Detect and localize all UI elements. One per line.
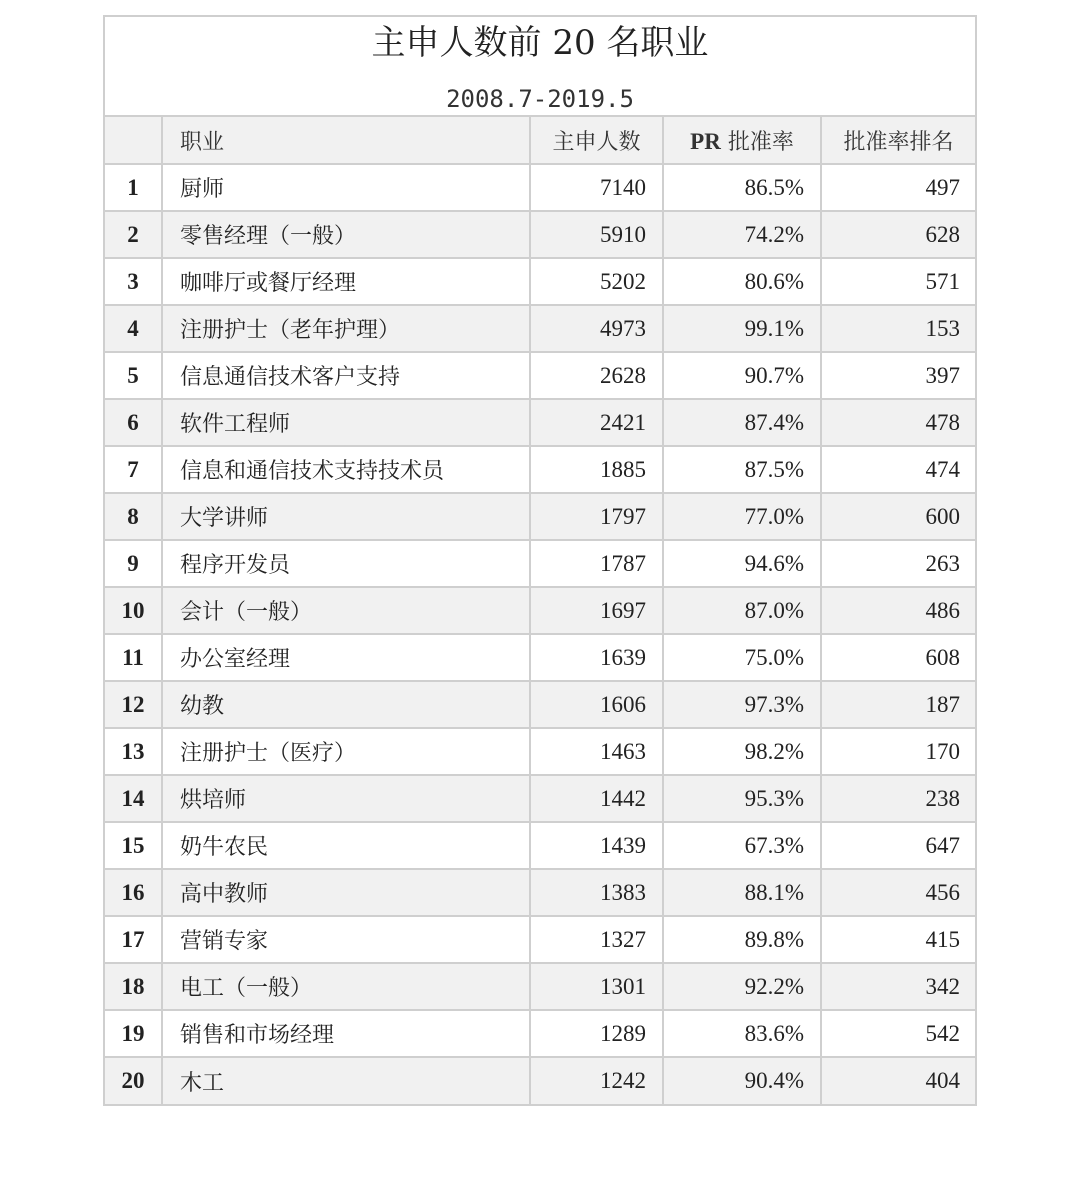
row-rate: 87.5%	[663, 446, 821, 493]
row-count: 1639	[530, 634, 663, 681]
row-job: 零售经理（一般）	[162, 211, 530, 258]
row-rate-rank: 486	[821, 587, 975, 634]
row-job: 办公室经理	[162, 634, 530, 681]
row-rate-rank: 415	[821, 916, 975, 963]
header-count: 主申人数	[530, 117, 663, 164]
row-job: 销售和市场经理	[162, 1010, 530, 1057]
row-rate: 92.2%	[663, 963, 821, 1010]
row-job: 信息和通信技术支持技术员	[162, 446, 530, 493]
row-rate-rank: 187	[821, 681, 975, 728]
row-rate: 75.0%	[663, 634, 821, 681]
table-row	[105, 1057, 975, 1104]
row-job: 幼教	[162, 681, 530, 728]
row-rate: 97.3%	[663, 681, 821, 728]
row-rank: 19	[105, 1010, 162, 1057]
row-rate-rank: 608	[821, 634, 975, 681]
row-count: 1242	[530, 1057, 663, 1104]
row-count: 2628	[530, 352, 663, 399]
row-rate-rank: 647	[821, 822, 975, 869]
header-rate-rank: 批准率排名	[821, 117, 975, 164]
row-rate-rank: 153	[821, 305, 975, 352]
table-row	[105, 963, 975, 1010]
row-rank: 10	[105, 587, 162, 634]
row-rate-rank: 497	[821, 164, 975, 211]
row-rank: 9	[105, 540, 162, 587]
row-rank: 2	[105, 211, 162, 258]
row-rank: 4	[105, 305, 162, 352]
table-row	[105, 258, 975, 305]
row-job: 烘培师	[162, 775, 530, 822]
table-row	[105, 916, 975, 963]
table-row	[105, 352, 975, 399]
row-rate-rank: 342	[821, 963, 975, 1010]
row-job: 信息通信技术客户支持	[162, 352, 530, 399]
row-rate-rank: 238	[821, 775, 975, 822]
table-row	[105, 493, 975, 540]
header-rank	[105, 117, 162, 164]
row-job: 营销专家	[162, 916, 530, 963]
row-count: 1327	[530, 916, 663, 963]
row-count: 1442	[530, 775, 663, 822]
row-count: 1697	[530, 587, 663, 634]
row-count: 1885	[530, 446, 663, 493]
row-job: 大学讲师	[162, 493, 530, 540]
row-rank: 3	[105, 258, 162, 305]
table-row	[105, 869, 975, 916]
row-rate: 87.0%	[663, 587, 821, 634]
row-rate: 83.6%	[663, 1010, 821, 1057]
row-count: 1439	[530, 822, 663, 869]
table-row	[105, 399, 975, 446]
occupation-table	[103, 15, 977, 1106]
row-rate: 74.2%	[663, 211, 821, 258]
row-count: 4973	[530, 305, 663, 352]
row-rank: 17	[105, 916, 162, 963]
row-rate-rank: 478	[821, 399, 975, 446]
row-count: 1797	[530, 493, 663, 540]
row-count: 1606	[530, 681, 663, 728]
row-rate-rank: 542	[821, 1010, 975, 1057]
header-rate-suffix: 批准率	[720, 129, 794, 155]
row-job: 注册护士（老年护理）	[162, 305, 530, 352]
table-row	[105, 446, 975, 493]
row-rate: 98.2%	[663, 728, 821, 775]
row-count: 1301	[530, 963, 663, 1010]
row-job: 程序开发员	[162, 540, 530, 587]
table-row	[105, 822, 975, 869]
table-row	[105, 775, 975, 822]
header-rate-prefix: PR	[690, 128, 721, 154]
table-row	[105, 587, 975, 634]
row-rate-rank: 474	[821, 446, 975, 493]
table-subtitle: 2008.7-2019.5	[446, 85, 634, 113]
row-count: 1289	[530, 1010, 663, 1057]
row-job: 注册护士（医疗）	[162, 728, 530, 775]
row-rank: 5	[105, 352, 162, 399]
row-rate: 87.4%	[663, 399, 821, 446]
table-body	[105, 164, 975, 1104]
row-rate-rank: 263	[821, 540, 975, 587]
table-row	[105, 681, 975, 728]
row-rate: 95.3%	[663, 775, 821, 822]
row-rate-rank: 397	[821, 352, 975, 399]
table-row	[105, 728, 975, 775]
row-rank: 16	[105, 869, 162, 916]
row-rate: 89.8%	[663, 916, 821, 963]
data-table	[105, 117, 975, 1104]
row-rate: 86.5%	[663, 164, 821, 211]
row-rate-rank: 456	[821, 869, 975, 916]
row-rank: 7	[105, 446, 162, 493]
row-count: 2421	[530, 399, 663, 446]
table-row	[105, 211, 975, 258]
table-row	[105, 540, 975, 587]
row-count: 7140	[530, 164, 663, 211]
table-title-block	[105, 17, 975, 117]
row-rate: 99.1%	[663, 305, 821, 352]
row-rank: 15	[105, 822, 162, 869]
row-rank: 14	[105, 775, 162, 822]
row-rank: 20	[105, 1057, 162, 1104]
row-count: 1463	[530, 728, 663, 775]
row-job: 咖啡厅或餐厅经理	[162, 258, 530, 305]
row-rank: 13	[105, 728, 162, 775]
row-rate-rank: 628	[821, 211, 975, 258]
row-rate-rank: 600	[821, 493, 975, 540]
row-count: 1383	[530, 869, 663, 916]
table-row	[105, 305, 975, 352]
row-rate-rank: 170	[821, 728, 975, 775]
row-rank: 8	[105, 493, 162, 540]
row-count: 1787	[530, 540, 663, 587]
table-title: 主申人数前 20 名职业	[371, 23, 709, 63]
row-rank: 18	[105, 963, 162, 1010]
row-rate: 90.4%	[663, 1057, 821, 1104]
row-rank: 1	[105, 164, 162, 211]
row-rate: 67.3%	[663, 822, 821, 869]
row-rate: 90.7%	[663, 352, 821, 399]
row-rate-rank: 571	[821, 258, 975, 305]
row-job: 厨师	[162, 164, 530, 211]
table-row	[105, 634, 975, 681]
table-row	[105, 164, 975, 211]
row-rate-rank: 404	[821, 1057, 975, 1104]
row-job: 木工	[162, 1057, 530, 1104]
row-rate: 88.1%	[663, 869, 821, 916]
row-rate: 94.6%	[663, 540, 821, 587]
table-row	[105, 1010, 975, 1057]
row-rate: 80.6%	[663, 258, 821, 305]
header-rate	[663, 117, 821, 164]
row-job: 电工（一般）	[162, 963, 530, 1010]
row-count: 5910	[530, 211, 663, 258]
row-rank: 12	[105, 681, 162, 728]
row-rate: 77.0%	[663, 493, 821, 540]
row-job: 高中教师	[162, 869, 530, 916]
row-job: 会计（一般）	[162, 587, 530, 634]
row-count: 5202	[530, 258, 663, 305]
header-row	[105, 117, 975, 164]
row-rank: 11	[105, 634, 162, 681]
row-rank: 6	[105, 399, 162, 446]
header-job: 职业	[162, 117, 530, 164]
row-job: 软件工程师	[162, 399, 530, 446]
row-job: 奶牛农民	[162, 822, 530, 869]
